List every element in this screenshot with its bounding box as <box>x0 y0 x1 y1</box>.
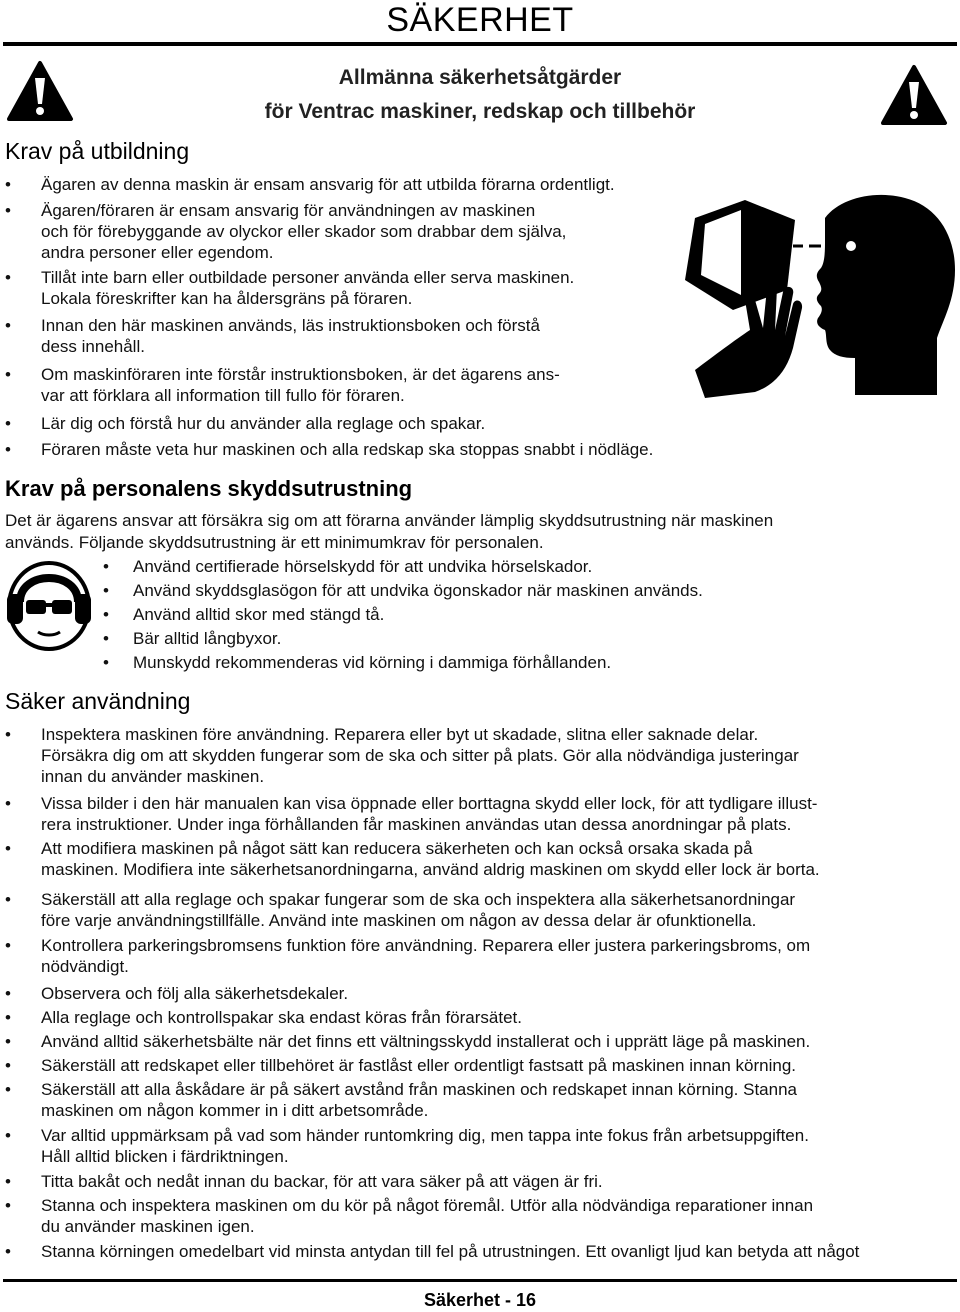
list-item-text: Innan den här maskinen används, läs instruktionsboken och förstå <box>41 316 540 335</box>
list-item-text: Ägaren/föraren är ensam ansvarig för användningen av maskinen <box>41 201 536 220</box>
list-item-text: Lär dig och förstå hur du använder alla reglage och spakar. <box>41 414 486 433</box>
bullet-marker: • <box>5 414 11 433</box>
bullet-marker: • <box>5 1008 11 1027</box>
list-item-text: och för förebyggande av olyckor eller skador som drabbar dem själva, <box>41 222 567 241</box>
bullet-marker: • <box>103 581 109 600</box>
ear-eye-protection-icon <box>4 556 94 651</box>
list-item-text: Inspektera maskinen före användning. Reparera eller byt ut skadade, slitna eller saknade delar. <box>41 725 759 744</box>
bullet-marker: • <box>5 794 11 813</box>
ppe-heading: Krav på personalens skyddsutrustning <box>5 476 413 501</box>
bullet-marker: • <box>5 890 11 909</box>
header-line-2: för Ventrac maskiner, redskap och tillbehör <box>264 100 696 123</box>
list-item-text: Att modifiera maskinen på något sätt kan reducera säkerheten och kan också orsaka skada på <box>41 839 753 858</box>
list-item-text: Titta bakåt och nedåt innan du backar, för att vara säker på att vägen är fri. <box>41 1172 603 1191</box>
header-line-1: Allmänna säkerhetsåtgärder <box>338 66 622 89</box>
bullet-marker: • <box>5 1196 11 1215</box>
bullet-marker: • <box>5 1126 11 1145</box>
list-item-text: var att förklara all information till fullo för föraren. <box>41 386 405 405</box>
list-item-text: innan du använder maskinen. <box>41 767 265 786</box>
bullet-marker: • <box>5 1242 11 1261</box>
bullet-marker: • <box>103 557 109 576</box>
bullet-marker: • <box>5 936 11 955</box>
safe-use-heading: Säker användning <box>5 688 191 714</box>
bullet-marker: • <box>5 268 11 287</box>
bullet-marker: • <box>5 201 11 220</box>
list-item-text: Kontrollera parkeringsbromsens funktion före användning. Reparera eller justera parkeringsbroms, om <box>41 936 811 955</box>
list-item-text: Använd alltid skor med stängd tå. <box>133 605 385 624</box>
page-footer: Säkerhet - 16 <box>423 1290 537 1310</box>
bullet-marker: • <box>5 440 11 459</box>
footer-divider <box>3 1279 957 1282</box>
list-item-text: Föraren måste veta hur maskinen och alla redskap ska stoppas snabbt i nödläge. <box>41 440 654 459</box>
list-item-text: före varje användningstillfälle. Använd inte maskinen om någon av dessa delar är ofunktionella. <box>41 911 757 930</box>
page-title: SÄKERHET <box>386 1 574 39</box>
bullet-marker: • <box>5 316 11 335</box>
bullet-marker: • <box>5 839 11 858</box>
list-item-text: Säkerställ att redskapet eller tillbehöret är fastlåst eller ordentligt fastsatt på maskinen innan körning. <box>41 1056 797 1075</box>
list-item-text: du använder maskinen igen. <box>41 1217 255 1236</box>
bullet-marker: • <box>5 1080 11 1099</box>
list-item-text: Bär alltid långbyxor. <box>133 629 282 648</box>
list-item-text: Om maskinföraren inte förstår instruktionsboken, är det ägarens ans- <box>41 365 560 384</box>
list-item-text: nödvändigt. <box>41 957 129 976</box>
training-heading: Krav på utbildning <box>5 138 190 164</box>
ppe-intro-line: Det är ägarens ansvar att försäkra sig om att förarna använder lämplig skyddsutrustning när maskinen <box>5 511 774 530</box>
list-item-text: dess innehåll. <box>41 337 145 356</box>
list-item-text: Alla reglage och kontrollspakar ska endast köras från förarsätet. <box>41 1008 522 1027</box>
list-item-text: Stanna körningen omedelbart vid minsta antydan till fel på utrustningen. Ett ovanligt ljud kan betyda att något <box>41 1242 860 1261</box>
list-item-text: Tillåt inte barn eller outbildade personer använda eller serva maskinen. <box>41 268 575 287</box>
list-item-text: Var alltid uppmärksam på vad som händer runtomkring dig, men tappa inte fokus från arbetsuppgiften. <box>41 1126 809 1145</box>
bullet-marker: • <box>5 725 11 744</box>
list-item-text: rera instruktioner. Under inga förhållanden får maskinen användas utan dessa anordningar på plats. <box>41 815 792 834</box>
list-item-text: Stanna och inspektera maskinen om du kör på något föremål. Utför alla nödvändiga reparationer innan <box>41 1196 814 1215</box>
list-item-text: Använd skyddsglasögon för att undvika ögonskador när maskinen används. <box>133 581 703 600</box>
bullet-marker: • <box>103 629 109 648</box>
list-item-text: Använd certifierade hörselskydd för att undvika hörselskador. <box>133 557 593 576</box>
bullet-marker: • <box>5 365 11 384</box>
list-item-text: Försäkra dig om att skydden fungerar som de ska och sitter på plats. Gör alla nödvändiga justeringar <box>41 746 799 765</box>
title-divider <box>3 42 957 46</box>
list-item-text: Säkerställ att alla åskådare är på säkert avstånd från maskinen och redskapet innan körning. Stanna <box>41 1080 797 1099</box>
read-manual-icon <box>675 180 960 410</box>
list-item-text: Ägaren av denna maskin är ensam ansvarig för att utbilda förarna ordentligt. <box>41 175 615 194</box>
list-item-text: Använd alltid säkerhetsbälte när det finns ett vältningsskydd installerat och i upprätt läge på maskinen. <box>41 1032 811 1051</box>
bullet-marker: • <box>103 605 109 624</box>
ppe-intro-line: används. Följande skyddsutrustning är ett minimumkrav för personalen. <box>5 533 544 552</box>
bullet-marker: • <box>103 653 109 672</box>
list-item-text: Lokala föreskrifter kan ha åldersgräns på föraren. <box>41 289 413 308</box>
bullet-marker: • <box>5 1172 11 1191</box>
bullet-marker: • <box>5 1056 11 1075</box>
list-item-text: maskinen. Modifiera inte säkerhetsanordningarna, använd aldrig maskinen om skydd eller lock är borta. <box>41 860 820 879</box>
list-item-text: Håll alltid blicken i färdriktningen. <box>41 1147 289 1166</box>
list-item-text: andra personer eller egendom. <box>41 243 274 262</box>
bullet-marker: • <box>5 175 11 194</box>
list-item-text: Observera och följ alla säkerhetsdekaler. <box>41 984 349 1003</box>
list-item-text: Vissa bilder i den här manualen kan visa öppnade eller borttagna skydd eller lock, för att tydligare illust- <box>41 794 818 813</box>
list-item-text: Munskydd rekommenderas vid körning i dammiga förhållanden. <box>133 653 612 672</box>
list-item-text: maskinen om någon kommer in i ditt arbetsområde. <box>41 1101 429 1120</box>
bullet-marker: • <box>5 984 11 1003</box>
bullet-marker: • <box>5 1032 11 1051</box>
list-item-text: Säkerställ att alla reglage och spakar fungerar som de ska och inspektera alla säkerhetsanordningar <box>41 890 796 909</box>
